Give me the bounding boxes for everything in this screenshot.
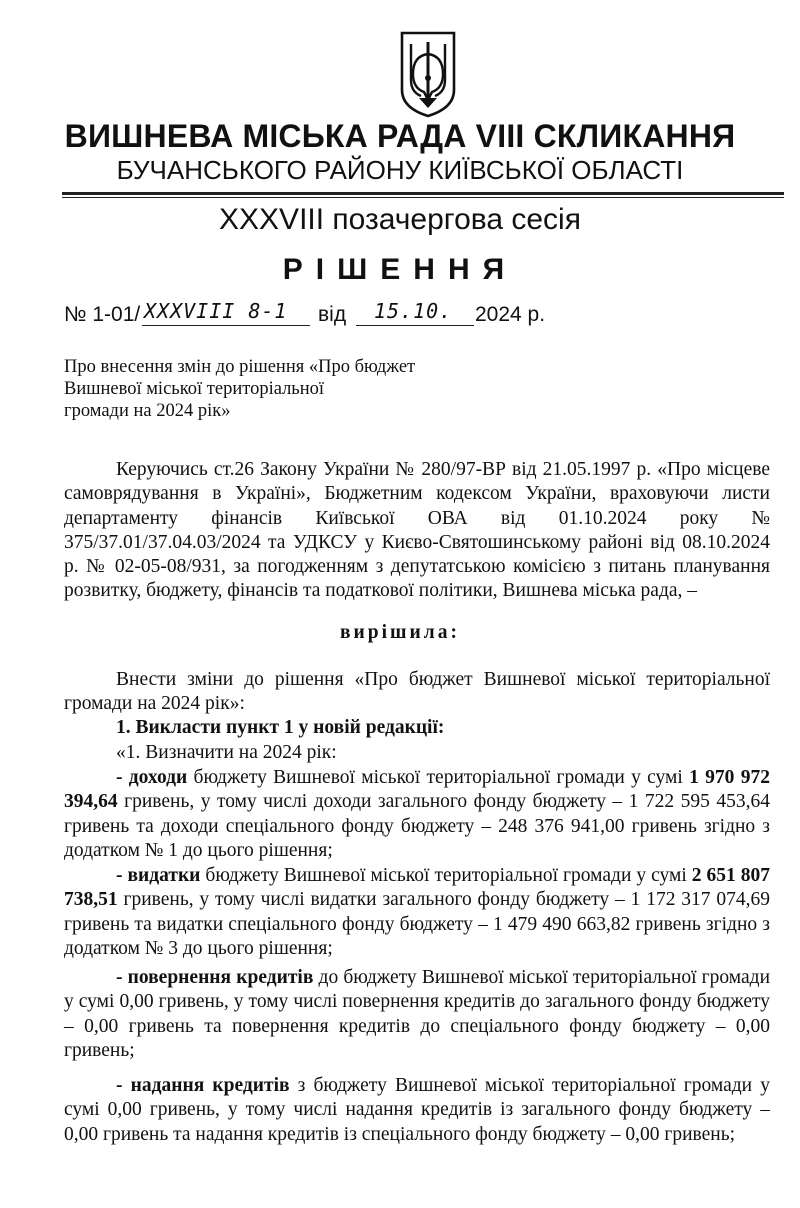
loan-repayment-text: до бюджету Вишневої міської територіальної громади у сумі 0,00 гривень, у тому числі повернення кредитів до загального фонду бюджету – 0,00 гривень та повернення кредитів до спеціального фонду бюджету – 0,00 гривень; — [64, 967, 771, 1061]
district-name: БУЧАНСЬКОГО РАЙОНУ КИЇВСЬКОЇ ОБЛАСТІ — [116, 155, 684, 185]
point-1-heading — [64, 716, 770, 740]
decision-number-line — [64, 299, 764, 333]
revenue-term: - доходи — [116, 767, 188, 788]
revenue-text-1: бюджету Вишневої міської територіальної громади у сумі — [187, 767, 690, 788]
header-divider-thin — [62, 197, 784, 198]
expenditure-text-1: бюджету Вишневої міської територіальної громади у сумі — [200, 865, 692, 886]
revenue-amount: 1 970 972 394,64 — [64, 767, 770, 813]
year-label: 2024 р. — [475, 303, 546, 326]
decision-subject — [64, 356, 484, 422]
intro-paragraph: Внести зміни до рішення «Про бюджет Вишневої міської територіальної громади на 2024 рік»: — [64, 669, 770, 715]
handwritten-date: 15.10. — [374, 299, 453, 323]
session-title: XXXVIII позачергова сесія — [219, 203, 581, 236]
subject-line: Вишневої міської територіальної — [64, 379, 325, 399]
subject-line: громади на 2024 рік» — [64, 401, 231, 421]
subject-line: Про внесення змін до рішення «Про бюджет — [64, 357, 416, 377]
revenue-text-2: гривень, у тому числі доходи загального фонду бюджету – 1 722 595 453,64 гривень та доходи спеціального фонду бюджету – 248 376 941,00 гривень згідно з додатком № 1 до цього рішення; — [64, 791, 770, 861]
expenditure-amount: 2 651 807 738,51 — [64, 865, 771, 911]
decision-title: РІШЕННЯ — [282, 253, 518, 286]
from-label: від — [318, 303, 347, 326]
loan-provision-text: з бюджету Вишневої міської територіальної громади у сумі 0,00 гривень, у тому числі надання кредитів із загального фонду бюджету – 0,00 гривень та надання кредитів із спеціального фонду бюджету – 0,00 гривень; — [64, 1075, 770, 1145]
handwritten-number: XXXVIII 8-1 — [144, 299, 288, 323]
resolved-heading: вирішила: — [340, 622, 460, 643]
loan-repayment-paragraph — [64, 966, 770, 1063]
header-divider-thick — [62, 192, 784, 195]
coat-of-arms-icon — [399, 30, 457, 118]
revenue-paragraph — [64, 766, 770, 863]
loan-provision-paragraph — [64, 1074, 770, 1147]
expenditure-term: - видатки — [116, 865, 201, 886]
expenditure-paragraph — [64, 864, 770, 961]
point-1-heading-text: 1. Викласти пункт 1 у новій редакції: — [116, 717, 445, 738]
loan-provision-term: - надання кредитів — [116, 1075, 290, 1096]
point-1-lead: «1. Визначити на 2024 рік: — [116, 742, 337, 763]
number-prefix: № 1-01/ — [64, 303, 141, 326]
preamble-paragraph: Керуючись ст.26 Закону України № 280/97-ВР від 21.05.1997 р. «Про місцеве самоврядування в Україні», Бюджетним кодексом України, враховуючи листи департаменту фінансів Київської ОВА від 01.10.2024 року № 375/37.01/37.04.03/2024 та УДКСУ у Києво-Святошинському районі від 08.10.2024 р. № 02-05-08/931, за погодженням з депутатською комісією з питань планування розвитку, бюджету, фінансів та податкової політики, Вишнева міська рада, – — [64, 459, 770, 602]
expenditure-text-2: гривень, у тому числі видатки загального фонду бюджету – 1 172 317 074,69 гривень та видатки спеціального фонду бюджету – 1 479 490 663,82 гривень згідно з додатком № 3 до цього рішення; — [64, 889, 770, 959]
loan-repayment-term: - повернення кредитів — [116, 967, 314, 988]
council-name: ВИШНЕВА МІСЬКА РАДА VIII СКЛИКАННЯ — [64, 118, 736, 154]
date-underline — [356, 325, 474, 326]
number-underline — [142, 325, 310, 326]
